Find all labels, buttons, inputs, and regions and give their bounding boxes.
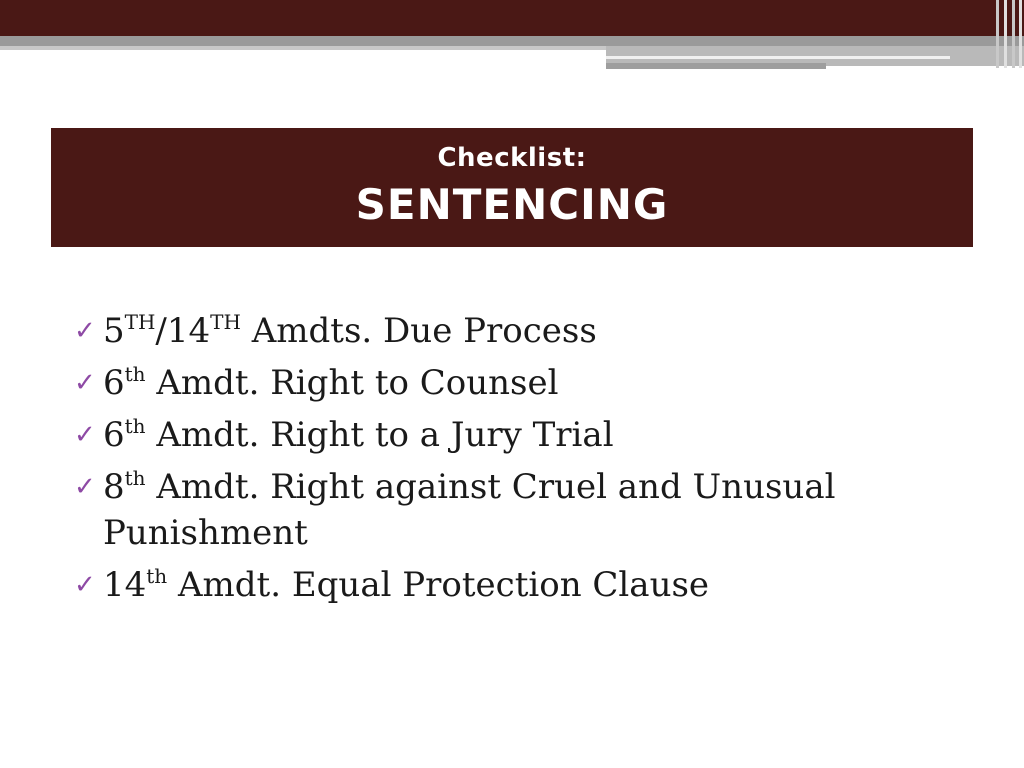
item-text: Amdt. Right to Counsel — [145, 363, 559, 403]
item-number: 5 — [103, 311, 125, 351]
decorative-stripe — [1012, 0, 1015, 68]
item-superscript: TH — [210, 310, 241, 334]
checkmark-icon: ✓ — [74, 316, 96, 346]
item-number: 6 — [103, 363, 125, 403]
item-superscript: th — [124, 414, 146, 438]
title-box — [51, 128, 973, 247]
decorative-stripe — [996, 0, 999, 68]
item-superscript: th — [124, 466, 146, 490]
list-item — [74, 360, 954, 406]
item-separator: / — [155, 311, 167, 351]
decorative-stripe — [1004, 0, 1007, 68]
decorative-gray-bar — [0, 36, 1024, 46]
item-superscript: th — [124, 362, 146, 386]
checklist — [74, 308, 954, 614]
item-number: 8 — [103, 467, 125, 507]
decorative-gray-bar — [0, 46, 606, 50]
checkmark-icon: ✓ — [74, 570, 96, 600]
item-superscript: th — [146, 564, 168, 588]
list-item — [74, 464, 954, 556]
page-title: SENTENCING — [355, 180, 669, 229]
item-text: Amdt. Equal Protection Clause — [167, 565, 710, 605]
checkmark-icon: ✓ — [74, 420, 96, 450]
item-number: 14 — [166, 311, 211, 351]
item-text: Amdt. Right against Cruel and Unusual Punishment — [103, 467, 836, 553]
list-item — [74, 412, 954, 458]
item-number: 6 — [103, 415, 125, 455]
list-item — [74, 562, 954, 608]
decorative-gray-bar — [606, 63, 826, 69]
title-subtitle: Checklist: — [437, 143, 587, 173]
decorative-stripe — [1019, 0, 1022, 68]
decorative-gray-bar — [606, 56, 950, 59]
list-item — [74, 308, 954, 354]
top-header-band — [0, 0, 1024, 36]
item-text: Amdt. Right to a Jury Trial — [145, 415, 614, 455]
item-text: Amdts. Due Process — [240, 311, 597, 351]
checkmark-icon: ✓ — [74, 472, 96, 502]
checkmark-icon: ✓ — [74, 368, 96, 398]
item-number: 14 — [103, 565, 147, 605]
item-superscript: TH — [124, 310, 156, 334]
